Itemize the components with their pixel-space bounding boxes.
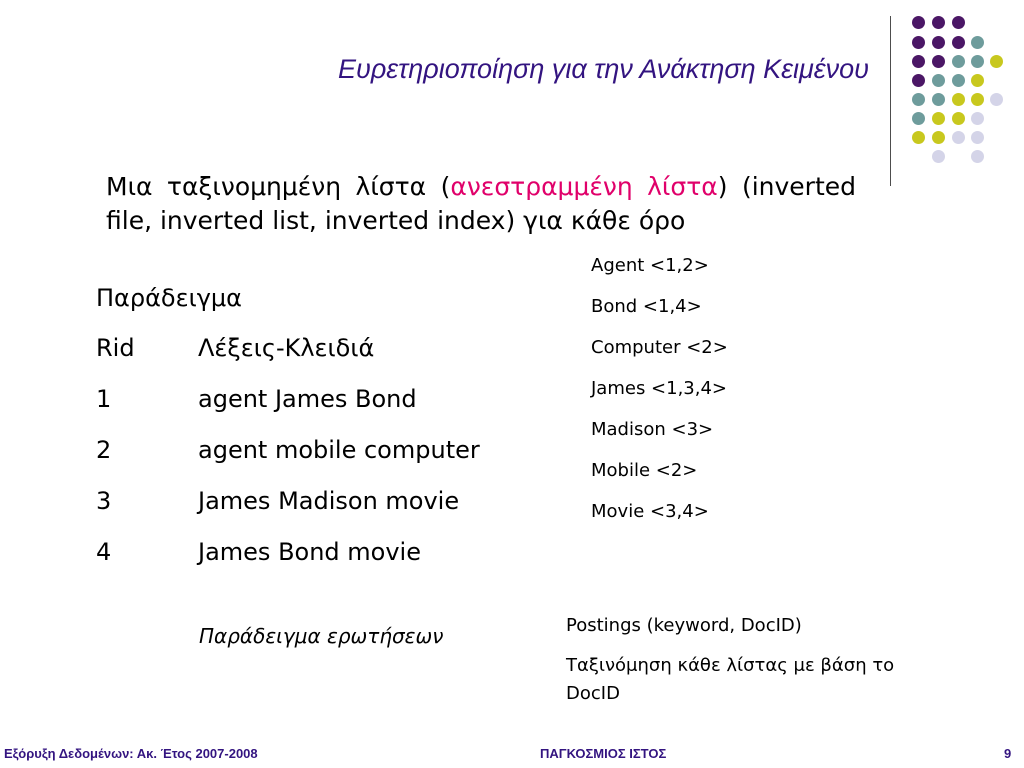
decorative-dot bbox=[932, 55, 945, 68]
decorative-dot bbox=[971, 55, 984, 68]
posting-item: Madison <3> bbox=[591, 419, 714, 440]
row-rid: 3 bbox=[96, 487, 112, 515]
footer-course: Εξόρυξη Δεδομένων: Ακ. Έτος 2007-2008 bbox=[4, 746, 258, 761]
query-example-label: Παράδειγμα ερωτήσεων bbox=[199, 624, 444, 648]
intro-paragraph bbox=[106, 170, 856, 238]
decorative-dot bbox=[932, 150, 945, 163]
row-keywords: James Bond movie bbox=[198, 538, 421, 566]
decorative-dot bbox=[912, 112, 925, 125]
posting-item: Agent <1,2> bbox=[591, 255, 709, 276]
decorative-dot bbox=[952, 131, 965, 144]
decorative-dot bbox=[971, 74, 984, 87]
decorative-dot bbox=[932, 93, 945, 106]
decorative-dot bbox=[932, 131, 945, 144]
footer-page-number: 9 bbox=[1004, 746, 1012, 761]
row-rid: 4 bbox=[96, 538, 112, 566]
decorative-dot bbox=[932, 36, 945, 49]
decorative-dot bbox=[912, 131, 925, 144]
footer-section: ΠΑΓΚΟΣΜΙΟΣ ΙΣΤΟΣ bbox=[540, 746, 667, 761]
sort-note: Ταξινόμηση κάθε λίστας με βάση το DocID bbox=[566, 655, 895, 704]
decorative-dot bbox=[990, 55, 1003, 68]
decorative-dot bbox=[912, 74, 925, 87]
decorative-dot bbox=[971, 131, 984, 144]
row-rid: 1 bbox=[96, 385, 112, 413]
postings-note: Postings (keyword, DocID) bbox=[566, 615, 802, 636]
postings-list bbox=[591, 255, 728, 542]
example-heading: Παράδειγμα bbox=[96, 284, 242, 312]
intro-text-before: Μια ταξινομημένη λίστα ( bbox=[106, 172, 451, 201]
decorative-dot bbox=[912, 93, 925, 106]
posting-item: Movie <3,4> bbox=[591, 501, 709, 522]
decorative-dot bbox=[952, 55, 965, 68]
decorative-dot bbox=[952, 93, 965, 106]
vertical-divider bbox=[890, 16, 891, 186]
row-keywords: James Madison movie bbox=[198, 487, 460, 515]
decorative-dot bbox=[912, 36, 925, 49]
intro-highlight: ανεστραμμένη λίστα bbox=[450, 172, 718, 201]
decorative-dot bbox=[932, 74, 945, 87]
decorative-dot bbox=[952, 112, 965, 125]
decorative-dot bbox=[971, 150, 984, 163]
row-keywords: agent James Bond bbox=[198, 385, 417, 413]
decorative-dot bbox=[971, 36, 984, 49]
rid-header: Rid bbox=[96, 334, 135, 362]
decorative-dot bbox=[990, 93, 1003, 106]
decorative-dot bbox=[971, 93, 984, 106]
row-keywords: agent mobile computer bbox=[198, 436, 480, 464]
decorative-dot bbox=[912, 55, 925, 68]
keywords-header: Λέξεις-Κλειδιά bbox=[198, 334, 375, 362]
posting-item: Bond <1,4> bbox=[591, 296, 702, 317]
decorative-dot bbox=[952, 74, 965, 87]
decorative-dot bbox=[952, 36, 965, 49]
row-rid: 2 bbox=[96, 436, 112, 464]
posting-item: Mobile <2> bbox=[591, 460, 698, 481]
slide-title: Ευρετηριοποίηση για την Ανάκτηση Κειμένου bbox=[337, 54, 869, 84]
decorative-dot bbox=[932, 112, 945, 125]
posting-item: Computer <2> bbox=[591, 337, 728, 358]
decorative-dot bbox=[932, 16, 945, 29]
posting-item: James <1,3,4> bbox=[591, 378, 728, 399]
decorative-dot bbox=[971, 112, 984, 125]
intro-text-after: ) (inverted file, inverted list, inverted index) για κάθε όρο bbox=[106, 172, 856, 235]
decorative-dot bbox=[912, 16, 925, 29]
decorative-dot bbox=[952, 16, 965, 29]
